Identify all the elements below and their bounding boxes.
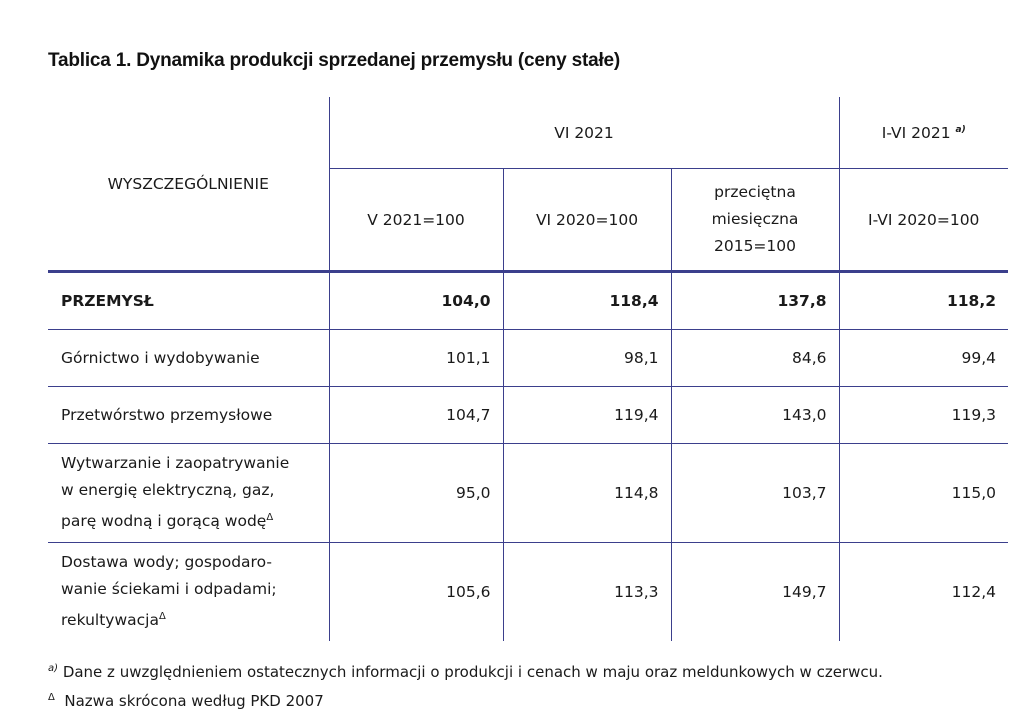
cell-v2021: 104,7	[329, 387, 503, 444]
row-label-line1: Dostawa wody; gospodaro-	[61, 553, 272, 572]
row-label: PRZEMYSŁ	[48, 272, 329, 330]
header-col-vi2020	[503, 169, 671, 272]
row-label: Przetwórstwo przemysłowe	[48, 387, 329, 444]
cell-v2021: 101,1	[329, 330, 503, 387]
cell-avg2015: 84,6	[671, 330, 839, 387]
table-row	[48, 543, 1008, 642]
row-label-line3-text: rekultywacja	[61, 611, 159, 630]
footnotes	[48, 656, 1018, 714]
cell-avg2015: 143,0	[671, 387, 839, 444]
header-row-groups	[48, 97, 1008, 169]
cell-avg2015: 103,7	[671, 444, 839, 543]
table-container	[48, 97, 1008, 641]
production-dynamics-table	[48, 97, 1008, 641]
cell-v2021: 105,6	[329, 543, 503, 642]
header-group-ivi-2021	[839, 97, 1008, 169]
cell-vi2020: 98,1	[503, 330, 671, 387]
footnote-delta-marker: Δ	[266, 512, 274, 524]
table-row	[48, 387, 1008, 444]
cell-ivi2020: 99,4	[839, 330, 1008, 387]
row-label-line3-text: parę wodną i gorącą wodę	[61, 512, 267, 531]
footnote-delta-text: Nazwa skrócona według PKD 2007	[64, 692, 324, 710]
footnote-a-marker: a)	[955, 124, 966, 135]
group-vi-2021-text: VI 2021	[554, 123, 614, 142]
footnote-a-text: Dane z uwzględnieniem ostatecznych informacji o produkcji i cenach w maju oraz meldunkowych w czerwcu.	[62, 663, 883, 681]
footnote-a-mark: a)	[48, 663, 59, 674]
header-col-v2021	[329, 169, 503, 272]
table-title: Tablica 1. Dynamika produkcji sprzedanej przemysłu (ceny stałe)	[48, 50, 621, 71]
cell-ivi2020: 112,4	[839, 543, 1008, 642]
cell-avg2015: 149,7	[671, 543, 839, 642]
cell-ivi2020: 119,3	[839, 387, 1008, 444]
cell-vi2020: 119,4	[503, 387, 671, 444]
header-group-vi-2021	[329, 97, 839, 169]
col-avg-line2: miesięczna	[711, 210, 799, 228]
cell-v2021: 104,0	[329, 272, 503, 330]
group-ivi-2021-text: I-VI 2021	[881, 123, 951, 142]
cell-avg2015: 137,8	[671, 272, 839, 330]
row-label	[48, 444, 329, 543]
cell-vi2020: 114,8	[503, 444, 671, 543]
header-row-label	[48, 97, 329, 272]
row-label-header-text: WYSZCZEGÓLNIENIE	[107, 174, 269, 193]
footnote-delta	[48, 685, 1018, 714]
cell-ivi2020: 118,2	[839, 272, 1008, 330]
footnote-a	[48, 656, 1018, 685]
col-v2021-text: V 2021=100	[367, 210, 465, 229]
table-row	[48, 330, 1008, 387]
row-label-line2: w energię elektryczną, gaz,	[61, 481, 275, 500]
row-label	[48, 543, 329, 642]
col-vi2020-text: VI 2020=100	[535, 210, 639, 229]
footnote-delta-mark: Δ	[48, 692, 55, 703]
cell-v2021: 95,0	[329, 444, 503, 543]
row-label-line2: wanie ściekami i odpadami;	[61, 580, 277, 599]
table-row	[48, 272, 1008, 330]
header-col-avg2015	[671, 169, 839, 272]
col-avg-line3: 2015=100	[713, 237, 797, 255]
row-label: Górnictwo i wydobywanie	[48, 330, 329, 387]
cell-vi2020: 118,4	[503, 272, 671, 330]
footnote-delta-marker: Δ	[158, 611, 166, 623]
col-ivi2020-text: I-VI 2020=100	[868, 210, 980, 229]
table-row	[48, 444, 1008, 543]
row-label-line3	[61, 504, 329, 535]
cell-vi2020: 113,3	[503, 543, 671, 642]
row-label-line1: Wytwarzanie i zaopatrywanie	[61, 454, 290, 473]
header-col-ivi2020	[839, 169, 1008, 272]
cell-ivi2020: 115,0	[839, 444, 1008, 543]
row-label-line3	[61, 603, 329, 634]
col-avg-line1: przeciętna	[714, 183, 796, 201]
